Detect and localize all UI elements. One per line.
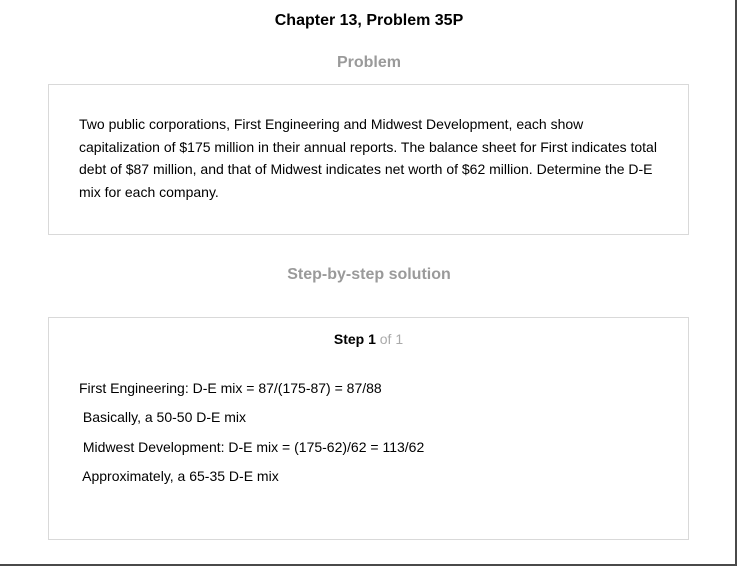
solution-line: Approximately, a 65-35 D-E mix: [79, 468, 279, 484]
problem-heading: Problem: [336, 54, 401, 71]
step-total: of 1: [379, 331, 404, 347]
solution-line: Midwest Development: D-E mix = (175-62)/62 = 113/62: [79, 439, 425, 455]
step-label: Step 1: [333, 331, 376, 347]
solution-box: [48, 317, 689, 540]
solution-line: First Engineering: D-E mix = 87/(175-87) = 87/88: [79, 380, 382, 396]
problem-text: Two public corporations, First Engineering and Midwest Development, each show capitalization of $175 million in their annual reports. The balance sheet for First indicates total debt of $87 million, and that of Midwest indicates net worth of $62 million. Determine the D-E mix for each company.: [79, 116, 657, 200]
chapter-problem-title: Chapter 13, Problem 35P: [274, 12, 464, 29]
problem-box: [48, 84, 689, 235]
solution-line: Basically, a 50-50 D-E mix: [79, 409, 247, 425]
solution-heading: Step-by-step solution: [287, 266, 451, 283]
step-indicator: [49, 331, 688, 347]
